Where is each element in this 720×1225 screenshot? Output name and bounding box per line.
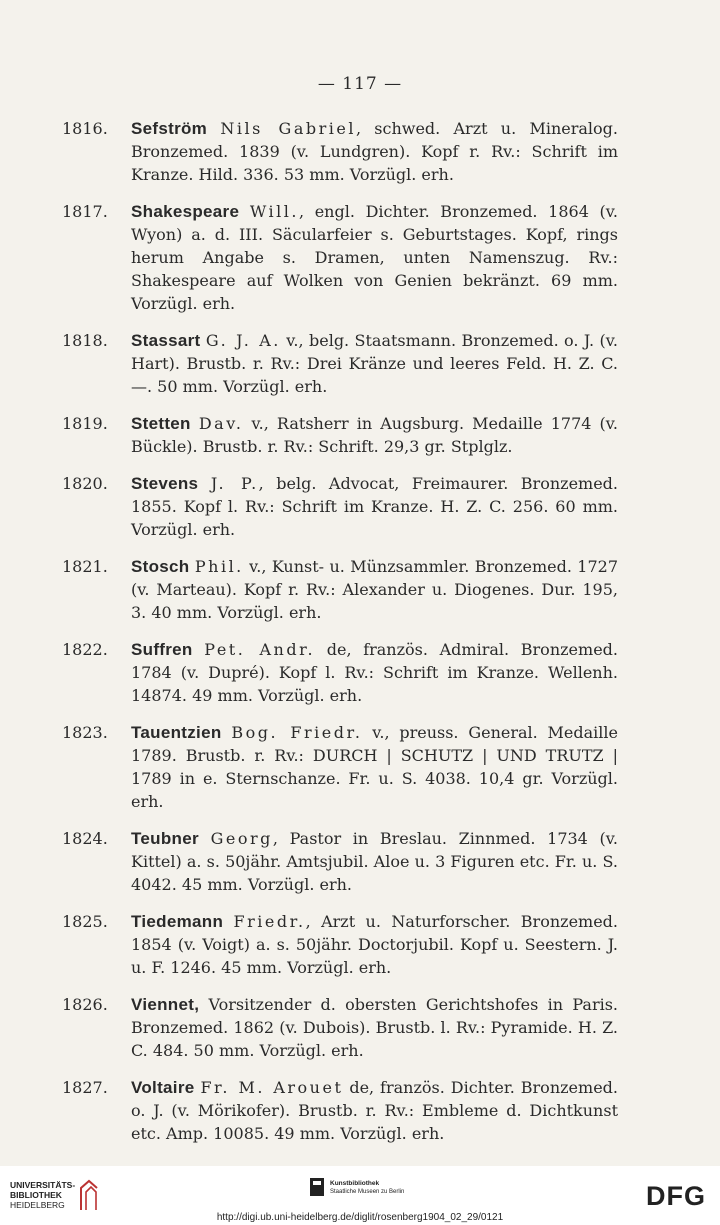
entry-number: 1821. bbox=[62, 557, 108, 576]
entry-number: 1823. bbox=[62, 723, 108, 742]
entry-given-name: Georg bbox=[210, 829, 273, 848]
library-name-line3: HEIDELBERG bbox=[10, 1200, 65, 1210]
entry-given-name: Phil. bbox=[194, 557, 244, 576]
entry-name: Teubner bbox=[131, 829, 199, 848]
catalog-entry bbox=[0, 555, 720, 624]
entry-text bbox=[131, 910, 618, 979]
footer-bar bbox=[0, 1166, 720, 1225]
catalog-entries bbox=[0, 117, 720, 1159]
kunstbibliothek-emblem-icon bbox=[310, 1178, 324, 1196]
kunstbibliothek-title: Kunstbibliothek bbox=[330, 1180, 380, 1187]
entry-text bbox=[131, 472, 618, 541]
entry-name: Stassart bbox=[131, 331, 201, 350]
entry-name: Tauentzien bbox=[131, 723, 222, 742]
entry-name: Viennet, bbox=[131, 995, 200, 1014]
entry-text bbox=[131, 412, 618, 458]
entry-text bbox=[131, 721, 618, 813]
entry-given-name: Nils Gabriel bbox=[220, 119, 356, 138]
entry-name: Shakespeare bbox=[131, 202, 240, 221]
catalog-entry bbox=[0, 910, 720, 979]
catalog-entry bbox=[0, 721, 720, 813]
source-url[interactable]: http://digi.ub.uni-heidelberg.de/diglit/rosenberg1904_02_29/0121 bbox=[216, 1212, 504, 1223]
entry-description: v., Kunst- u. Münzsammler. Bronzemed. 1727 (v. Marteau). Kopf r. Rv.: Alexander u. Diogenes. Dur. 195, 3. 40 mm. Vorzügl. erh. bbox=[131, 557, 619, 622]
entry-description: , schwed. Arzt u. Mineralog. Bronzemed. 1839 (v. Lundgren). Kopf r. Rv.: Schrift im Kranze. Hild. 336. 53 mm. Vorzügl. erh. bbox=[131, 119, 618, 184]
entry-number: 1819. bbox=[62, 414, 108, 433]
entry-number: 1820. bbox=[62, 474, 108, 493]
entry-text bbox=[131, 827, 618, 896]
entry-description: v., Ratsherr in Augsburg. Medaille 1774 (v. Bückle). Brustb. r. Rv.: Schrift. 29,3 gr. Stplglz. bbox=[131, 414, 618, 456]
entry-description: , belg. Advocat, Freimaurer. Bronzemed. 1855. Kopf l. Rv.: Schrift im Kranze. H. Z. C. 256. 60 mm. Vorzügl. erh. bbox=[131, 474, 619, 539]
entry-number: 1824. bbox=[62, 829, 108, 848]
dfg-logo[interactable]: DFG bbox=[646, 1181, 706, 1211]
entry-text bbox=[131, 993, 618, 1062]
entry-number: 1817. bbox=[62, 202, 108, 221]
entry-description: v., preuss. General. Medaille 1789. Brustb. r. Rv.: DURCH | SCHUTZ | UND TRUTZ | 1789 in e. Sternschanze. Fr. u. S. 4038. 10,4 gr. Vorzügl. erh. bbox=[131, 723, 618, 811]
entry-description: de, französ. Dichter. Bronzemed. o. J. (v. Mörikofer). Brustb. r. Rv.: Embleme d. Dichtkunst etc. Amp. 10085. 49 mm. Vorzügl. erh. bbox=[131, 1078, 618, 1143]
entry-given-name: Friedr. bbox=[233, 912, 306, 931]
entry-number: 1822. bbox=[62, 640, 108, 659]
entry-text bbox=[131, 329, 618, 398]
catalog-entry bbox=[0, 329, 720, 398]
catalog-entry bbox=[0, 472, 720, 541]
university-library-logo[interactable] bbox=[10, 1180, 75, 1210]
entry-description: de, französ. Admiral. Bronzemed. 1784 (v. Dupré). Kopf l. Rv.: Schrift im Kranze. Wellenh. 14874. 49 mm. Vorzügl. erh. bbox=[131, 640, 618, 705]
entry-number: 1816. bbox=[62, 119, 108, 138]
catalog-entry bbox=[0, 412, 720, 458]
library-name-line1: UNIVERSITÄTS- bbox=[10, 1180, 76, 1190]
entry-name: Stetten bbox=[131, 414, 191, 433]
entry-name: Sefström bbox=[131, 119, 208, 138]
library-name-line2: BIBLIOTHEK bbox=[10, 1190, 62, 1200]
entry-given-name: G. J. A. bbox=[205, 331, 281, 350]
entry-description: Vorsitzender d. obersten Gerichtshofes in Paris. Bronzemed. 1862 (v. Dubois). Brustb. l. Rv.: Pyramide. H. Z. C. 484. 50 mm. Vorzügl. erh. bbox=[131, 995, 618, 1060]
entry-number: 1818. bbox=[62, 331, 108, 350]
catalog-entry bbox=[0, 200, 720, 315]
catalog-entry bbox=[0, 993, 720, 1062]
entry-name: Voltaire bbox=[131, 1078, 195, 1097]
entry-description: , engl. Dichter. Bronzemed. 1864 (v. Wyon) a. d. III. Säcularfeier s. Geburtstages. Kopf, rings herum Angabe s. Dramen, unten Namenszug. Rv.: Shakespeare auf Wolken von Genien bekränzt. 69 mm. Vorzügl. erh. bbox=[131, 202, 619, 313]
kunstbibliothek-subtitle: Staatliche Museen zu Berlin bbox=[330, 1189, 405, 1195]
entry-description: , Arzt u. Naturforscher. Bronzemed. 1854 (v. Voigt) a. s. 50jähr. Doctorjubil. Kopf u. Seestern. J. u. F. 1246. 45 mm. Vorzügl. erh. bbox=[131, 912, 618, 977]
entry-text bbox=[131, 1076, 618, 1145]
entry-name: Tiedemann bbox=[131, 912, 224, 931]
entry-text bbox=[131, 555, 618, 624]
entry-text bbox=[131, 117, 618, 186]
entry-description: , Pastor in Breslau. Zinnmed. 1734 (v. Kittel) a. s. 50jähr. Amtsjubil. Aloe u. 3 Figuren etc. Fr. u. S. 4042. 45 mm. Vorzügl. erh. bbox=[131, 829, 618, 894]
entry-number: 1825. bbox=[62, 912, 108, 931]
entry-given-name: J. P. bbox=[210, 474, 259, 493]
entry-number: 1826. bbox=[62, 995, 108, 1014]
entry-description: v., belg. Staatsmann. Bronzemed. o. J. (v. Hart). Brustb. r. Rv.: Drei Kränze und leeres Feld. H. Z. C. —. 50 mm. Vorzügl. erh. bbox=[131, 331, 618, 396]
entry-number: 1827. bbox=[62, 1078, 108, 1097]
entry-given-name: Will. bbox=[249, 202, 299, 221]
entry-text bbox=[131, 638, 618, 707]
entry-given-name: Fr. M. Arouet bbox=[200, 1078, 344, 1097]
entry-name: Stosch bbox=[131, 557, 190, 576]
entry-given-name: Dav. bbox=[198, 414, 244, 433]
catalog-entry bbox=[0, 117, 720, 186]
entry-given-name: Bog. Friedr. bbox=[231, 723, 363, 742]
catalog-entry bbox=[0, 827, 720, 896]
entry-given-name: Pet. Andr. bbox=[204, 640, 316, 659]
entry-name: Suffren bbox=[131, 640, 193, 659]
entry-text bbox=[131, 200, 618, 315]
catalog-entry bbox=[0, 1076, 720, 1145]
library-emblem-icon bbox=[77, 1178, 99, 1212]
entry-name: Stevens bbox=[131, 474, 199, 493]
page-number: — 117 — bbox=[317, 74, 403, 94]
catalog-entry bbox=[0, 638, 720, 707]
